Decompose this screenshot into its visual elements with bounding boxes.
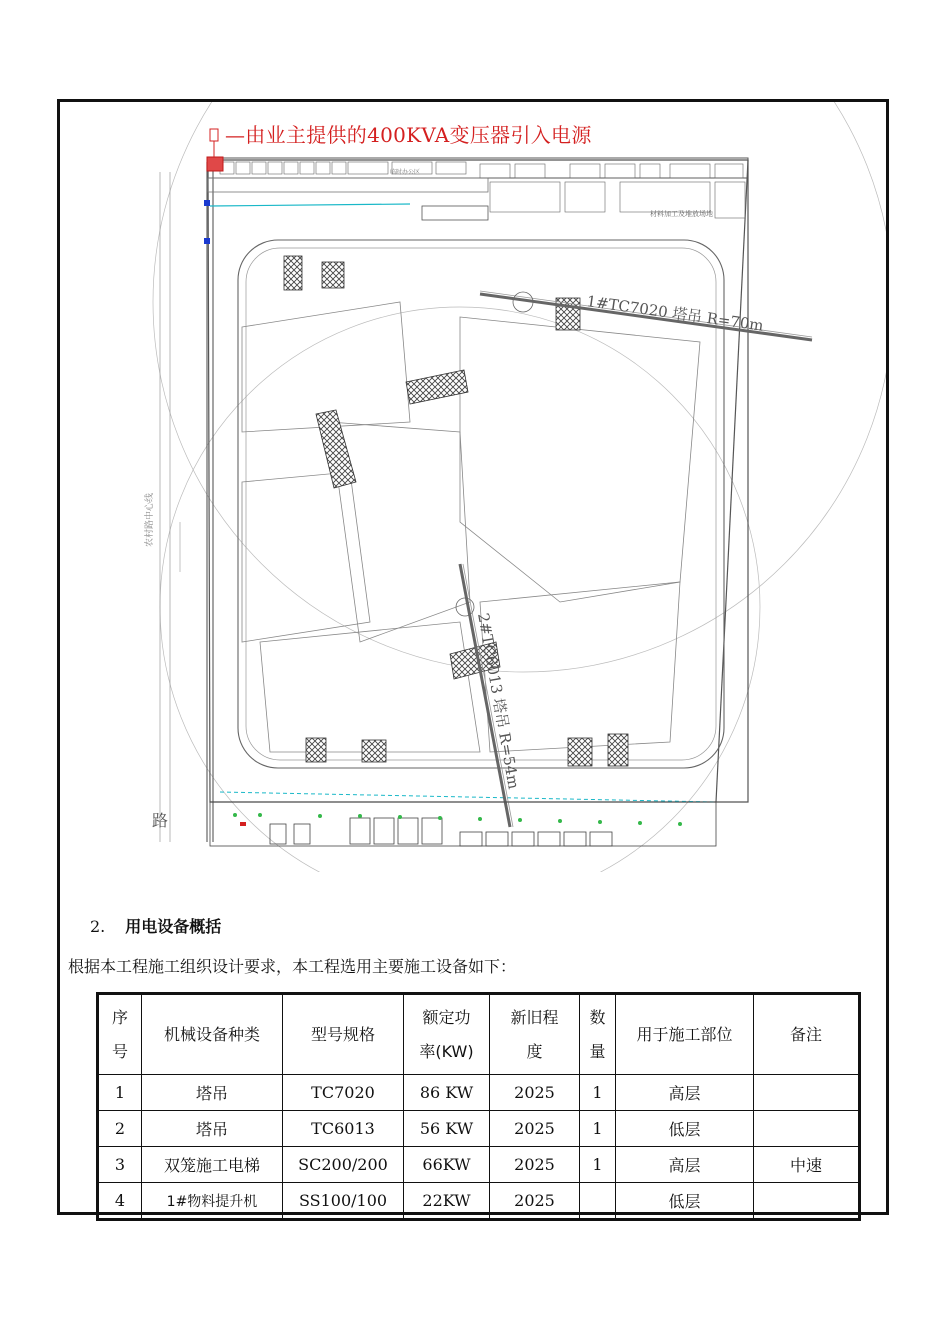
cell-power: 56 KW [404,1111,490,1147]
header-qty: 数 量 [580,994,616,1075]
header-age: 新旧程 度 [490,994,580,1075]
cell-model: TC6013 [283,1111,404,1147]
power-source-callout: —由业主提供的400KVA变压器引入电源 [225,123,592,147]
cell-model: SS100/100 [283,1183,404,1220]
cell-usage: 高层 [616,1075,754,1111]
cell-qty: 1 [580,1147,616,1183]
table-header-row [98,994,860,1075]
cell-usage: 高层 [616,1147,754,1183]
storage-area-label: 材料加工及堆放场地 [650,210,713,218]
section-intro: 根据本工程施工组织设计要求，本工程选用主要施工设备如下： [68,957,517,976]
cell-type: 双笼施工电梯 [142,1147,283,1183]
table-row [98,1183,860,1220]
side-road-label: 农村路中心线 [145,492,155,547]
cell-usage: 低层 [616,1183,754,1220]
cell-seq: 1 [98,1075,142,1111]
crane1-label: 1#TC7020 塔吊 R=70m [585,292,765,335]
crane1-radius-circle [153,102,886,672]
crane2-label: 2#TC6013 塔吊 R=54m [474,611,523,791]
power-cable-top [210,204,410,206]
header-note: 备注 [754,994,860,1075]
cell-power: 66KW [404,1147,490,1183]
cell-note [754,1075,860,1111]
site-plan-drawing [60,102,886,872]
core-hatch-blocks [284,256,628,766]
cell-qty [580,1183,616,1220]
cell-age: 2025 [490,1147,580,1183]
header-power: 额定功 率(KW) [404,994,490,1075]
header-model: 型号规格 [283,994,404,1075]
cell-note: 中速 [754,1147,860,1183]
cell-usage: 低层 [616,1111,754,1147]
cell-type: 1#物料提升机 [142,1183,283,1220]
cell-age: 2025 [490,1111,580,1147]
cell-qty: 1 [580,1111,616,1147]
cell-qty: 1 [580,1075,616,1111]
building-outlines [242,302,700,752]
road-label: 路 [152,811,169,830]
cell-age: 2025 [490,1183,580,1220]
cell-power: 22KW [404,1183,490,1220]
cell-seq: 3 [98,1147,142,1183]
table-row [98,1075,860,1111]
equipment-table [96,992,861,1221]
transformer-box [207,157,223,171]
table-row [98,1111,860,1147]
document-frame [57,99,889,1215]
section-number: 2. [90,917,106,936]
header-usage: 用于施工部位 [616,994,754,1075]
cell-type: 塔吊 [142,1111,283,1147]
section-heading [90,914,221,937]
header-type: 机械设备种类 [142,994,283,1075]
cell-note [754,1111,860,1147]
cell-power: 86 KW [404,1075,490,1111]
cell-note [754,1183,860,1220]
cell-seq: 2 [98,1111,142,1147]
site-office-label: 临时办公区 [390,169,421,176]
cell-model: TC7020 [283,1075,404,1111]
cell-type: 塔吊 [142,1075,283,1111]
cell-age: 2025 [490,1075,580,1111]
cell-model: SC200/200 [283,1147,404,1183]
cell-seq: 4 [98,1183,142,1220]
section-title: 用电设备概括 [125,917,222,936]
table-row [98,1147,860,1183]
header-seq: 序 号 [98,994,142,1075]
power-cable-bottom [220,792,716,802]
